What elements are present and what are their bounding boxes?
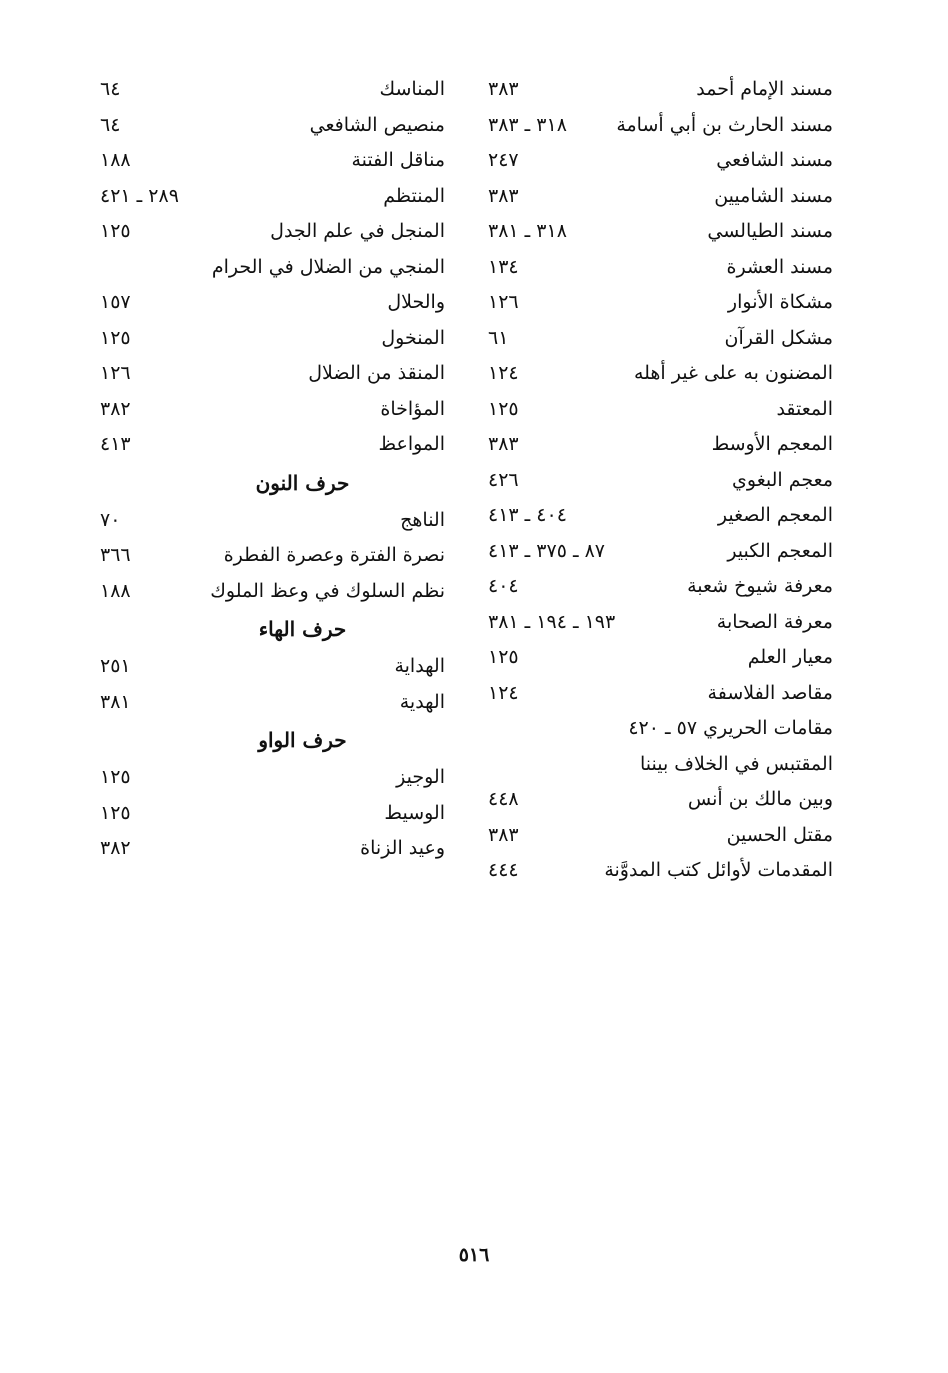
index-entry <box>100 796 445 832</box>
entry-title: مقتل الحسين <box>726 823 833 846</box>
entry-title: وبين مالك بن أنس <box>687 788 833 810</box>
index-entry <box>100 538 445 574</box>
entry-title: المقتبس في الخلاف بيننا <box>639 752 833 775</box>
page-number: ٥١٦ <box>458 1244 490 1266</box>
entry-title: الوسيط <box>384 801 445 824</box>
entry-pages: ٣٨٣ <box>488 433 519 455</box>
entry-pages: ٧٠ <box>100 508 121 531</box>
entry-title: المعجم الكبير <box>727 539 833 562</box>
entry-pages: ١٢٤ <box>488 362 519 384</box>
entry-pages: ١٢٥ <box>100 220 131 242</box>
entry-title: مشكل القرآن <box>724 326 833 349</box>
entry-title: المنخول <box>381 326 445 349</box>
entry-pages: ٣٨٢ <box>100 397 131 420</box>
index-entry <box>488 676 833 712</box>
entry-title: مسند الطيالسي <box>707 220 833 242</box>
index-entry <box>100 285 445 321</box>
section-heading-waw: حرف الواو <box>258 728 347 752</box>
entry-title: مقاصد الفلاسفة <box>707 681 833 704</box>
entry-title: مشكاة الأنوار <box>727 291 833 313</box>
entry-title: وعيد الزناة <box>360 837 445 859</box>
index-entry <box>488 108 833 144</box>
entry-title: مسند الحارث بن أبي أسامة <box>616 113 833 136</box>
entry-title: المضنون به على غير أهله <box>633 362 833 384</box>
entry-pages: ١٢٥ <box>488 646 519 668</box>
entry-pages: ٢٤٧ <box>488 149 519 171</box>
entry-title: المعجم الصغير <box>717 504 833 526</box>
index-entry <box>488 818 833 854</box>
entry-title: المؤاخاة <box>380 397 445 420</box>
index-entry <box>488 250 833 286</box>
entry-title: مسند الشاميين <box>714 184 833 207</box>
index-entry <box>488 356 833 392</box>
entry-title: مسند الإمام أحمد <box>696 78 833 100</box>
entry-pages: ١٣٤ <box>488 255 519 278</box>
entry-pages: ٢٨٩ ـ ٤٢١ <box>100 184 179 207</box>
entry-pages: ٣١٨ ـ ٣٨٣ <box>488 113 567 136</box>
section-heading-nun: حرف النون <box>255 470 350 495</box>
entry-pages: ١٢٥ <box>100 766 131 788</box>
index-entry <box>488 569 833 605</box>
entry-title: مقامات الحريري ٥٧ ـ ٤٢٠ <box>628 717 833 739</box>
entry-title: المنقذ من الضلال <box>308 362 445 384</box>
entry-pages: ٣٦٦ <box>100 544 131 566</box>
index-entry <box>100 356 445 392</box>
entry-pages: ٢٥١ <box>100 655 131 677</box>
entry-pages: ٤٠٤ <box>488 575 519 597</box>
entry-title: معجم البغوي <box>732 468 833 491</box>
entry-pages: ١٩٣ ـ ١٩٤ ـ ٣٨١ <box>488 610 616 633</box>
index-entry <box>100 427 445 463</box>
index-entry <box>100 250 445 286</box>
entry-title: الهداية <box>394 655 445 677</box>
entry-title: المنتظم <box>383 184 445 207</box>
index-entry <box>100 574 445 610</box>
entry-title: الهدية <box>399 690 445 713</box>
right-index-column <box>488 72 833 889</box>
index-entry <box>488 392 833 428</box>
entry-pages: ٤٤٤ <box>488 859 519 881</box>
index-entry <box>488 285 833 321</box>
entry-title: معيار العلم <box>747 646 833 668</box>
entry-title: مناقل الفتنة <box>351 149 445 171</box>
entry-pages: ٣٨٣ <box>488 78 519 100</box>
left-index-column <box>100 72 445 867</box>
index-entry <box>488 72 833 108</box>
index-entry <box>488 711 833 747</box>
entry-pages: ٣٨٣ <box>488 184 519 207</box>
entry-pages: ١٢٦ <box>488 291 519 313</box>
index-entry <box>100 108 445 144</box>
index-entry <box>488 179 833 215</box>
index-entry <box>100 214 445 250</box>
entry-title: معرفة شيوخ شعبة <box>687 575 833 597</box>
entry-title: المعتقد <box>776 397 833 420</box>
entry-pages: ١٢٥ <box>100 801 131 824</box>
entry-title: المناسك <box>379 78 445 100</box>
index-entry <box>488 143 833 179</box>
entry-title: منصيص الشافعي <box>309 113 445 136</box>
entry-title: المقدمات لأوائل كتب المدوَّنة <box>604 859 833 881</box>
entry-pages: ٣١٨ ـ ٣٨١ <box>488 220 567 242</box>
index-entry <box>488 463 833 499</box>
entry-title: مسند الشافعي <box>716 149 833 171</box>
entry-pages: ٣٨٢ <box>100 837 131 859</box>
index-entry <box>488 534 833 570</box>
index-entry <box>100 685 445 721</box>
entry-title: معرفة الصحابة <box>716 610 833 633</box>
entry-pages: ٣٨١ <box>100 690 131 713</box>
entry-pages: ٨٧ ـ ٣٧٥ ـ ٤١٣ <box>488 539 605 562</box>
entry-pages: ٤٤٨ <box>488 788 519 810</box>
entry-title: الوجيز <box>396 766 445 788</box>
entry-title: مسند العشرة <box>726 255 833 278</box>
index-entry <box>100 143 445 179</box>
entry-pages: ١٨٨ <box>100 149 131 171</box>
entry-title: المعجم الأوسط <box>711 433 833 455</box>
index-entry <box>100 392 445 428</box>
entry-title: الناهج <box>400 508 445 531</box>
entry-pages: ١٨٨ <box>100 579 131 602</box>
entry-pages: ٦٤ <box>100 113 121 136</box>
index-entry <box>488 782 833 818</box>
index-entry <box>488 853 833 889</box>
entry-pages: ٤١٣ <box>100 433 131 455</box>
entry-title: نصرة الفترة وعصرة الفطرة <box>223 544 445 566</box>
index-entry <box>488 214 833 250</box>
index-entry <box>488 321 833 357</box>
entry-title: المنجل في علم الجدل <box>270 220 445 242</box>
index-entry <box>100 760 445 796</box>
entry-pages: ٦١ <box>488 326 509 349</box>
entry-pages: ٤٢٦ <box>488 468 519 491</box>
index-entry <box>488 747 833 783</box>
section-heading-ha: حرف الهاء <box>258 617 347 641</box>
index-entry <box>100 179 445 215</box>
entry-pages: ١٢٤ <box>488 681 519 704</box>
entry-pages: ١٥٧ <box>100 291 131 313</box>
index-entry <box>488 605 833 641</box>
index-entry <box>100 503 445 539</box>
index-entry <box>488 498 833 534</box>
index-entry <box>488 427 833 463</box>
entry-title: والحلال <box>387 291 445 313</box>
index-entry <box>100 831 445 867</box>
entry-title: نظم السلوك في وعظ الملوك <box>210 579 445 602</box>
index-entry <box>100 321 445 357</box>
index-entry <box>100 649 445 685</box>
entry-pages: ١٢٥ <box>488 397 519 420</box>
index-entry <box>100 72 445 108</box>
entry-pages: ٦٤ <box>100 78 121 100</box>
index-entry <box>488 640 833 676</box>
entry-pages: ١٢٦ <box>100 362 131 384</box>
entry-title: المواعظ <box>378 433 445 455</box>
entry-pages: ١٢٥ <box>100 326 131 349</box>
entry-title: المنجي من الضلال في الحرام <box>211 255 445 278</box>
entry-pages: ٤٠٤ ـ ٤١٣ <box>488 504 567 526</box>
entry-pages: ٣٨٣ <box>488 823 519 846</box>
